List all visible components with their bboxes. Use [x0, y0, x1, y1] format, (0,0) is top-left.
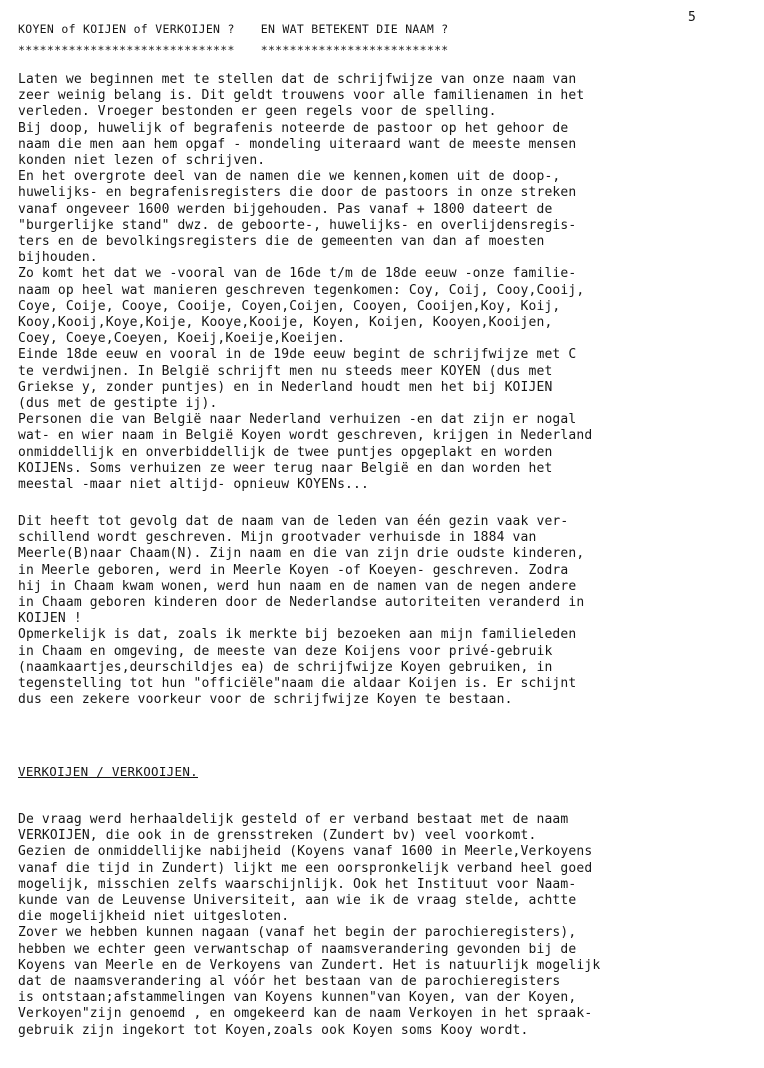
text-line: hebben we echter geen verwantschap of naamsverandering gevonden bij de: [18, 941, 577, 957]
text-line: dus een zekere voorkeur voor de schrijfwijze Koyen te bestaan.: [18, 692, 513, 708]
stars-left: ******************************: [18, 43, 235, 57]
text-line: (naamkaartjes,deurschildjes ea) de schrijfwijze Koyen gebruiken, in: [18, 659, 553, 675]
text-line: hij in Chaam kwam wonen, werd hun naam en de namen van de negen andere: [18, 578, 577, 594]
text-line: (dus met de gestipte ij).: [18, 396, 218, 412]
text-line: vanaf die tijd in Zundert) lijkt me een oorspronkelijk verband heel goed: [18, 860, 593, 876]
text-line: VERKOIJEN, die ook in de grensstreken (Zundert bv) veel voorkomt.: [18, 828, 537, 844]
paragraph-block-1: [18, 72, 746, 493]
text-line: Personen die van België naar Nederland verhuizen -en dat zijn er nogal: [18, 412, 577, 428]
text-line: Meerle(B)naar Chaam(N). Zijn naam en die van zijn drie oudste kinderen,: [18, 546, 585, 562]
text-line: wat- en wier naam in België Koyen wordt geschreven, krijgen in Nederland: [18, 428, 593, 444]
text-line: Verkoyen"zijn genoemd , en omgekeerd kan de naam Verkoyen in het spraak-: [18, 1006, 593, 1022]
text-line: Einde 18de eeuw en vooral in de 19de eeuw begint de schrijfwijze met C: [18, 347, 577, 363]
text-line: vanaf ongeveer 1600 werden bijgehouden. Pas vanaf + 1800 dateert de: [18, 201, 553, 217]
text-line: Zover we hebben kunnen nagaan (vanaf het begin der parochieregisters),: [18, 925, 577, 941]
text-line: Laten we beginnen met te stellen dat de schrijfwijze van onze naam van: [18, 72, 577, 87]
paragraph-block-3: [18, 812, 746, 1039]
header-title-right: EN WAT BETEKENT DIE NAAM ?: [260, 22, 449, 36]
stars-right: **************************: [260, 43, 449, 57]
text-line: te verdwijnen. In België schrijft men nu steeds meer KOYEN (dus met: [18, 363, 553, 379]
text-line: KOIJENs. Soms verhuizen ze weer terug naar België en dan worden het: [18, 460, 553, 476]
text-line: kunde van de Leuvense Universiteit, aan wie ik de vraag stelde, achtte: [18, 893, 577, 909]
text-line: konden niet lezen of schrijven.: [18, 153, 266, 169]
text-line: En het overgrote deel van de namen die we kennen,komen uit de doop-,: [18, 169, 561, 185]
text-line: in Meerle geboren, werd in Meerle Koyen -of Koeyen- geschreven. Zodra: [18, 562, 569, 578]
text-line: Griekse y, zonder puntjes) en in Nederland houdt men het bij KOIJEN: [18, 379, 553, 395]
header-underline-stars: [18, 43, 449, 57]
text-line: "burgerlijke stand" dwz. de geboorte-, huwelijks- en overlijdensregis-: [18, 217, 577, 233]
text-line: Coey, Coeye,Coeyen, Koeij,Koeije,Koeijen.: [18, 331, 346, 347]
text-line: Kooy,Kooij,Koye,Koije, Kooye,Kooije, Koyen, Koijen, Kooyen,Kooijen,: [18, 315, 553, 331]
text-line: in Chaam geboren kinderen door de Nederlandse autoriteiten veranderd in: [18, 595, 585, 611]
text-line: bijhouden.: [18, 250, 98, 266]
section-title: VERKOIJEN / VERKOOIJEN.: [18, 764, 198, 779]
text-line: schillend wordt geschreven. Mijn grootvader verhuisde in 1884 van: [18, 530, 537, 546]
text-line: is ontstaan;afstammelingen van Koyens kunnen"van Koyen, van der Koyen,: [18, 990, 577, 1006]
text-line: Gezien de onmiddellijke nabijheid (Koyens vanaf 1600 in Meerle,Verkoyens: [18, 844, 593, 860]
text-line: zeer weinig belang is. Dit geldt trouwens voor alle familienamen in het: [18, 88, 585, 104]
text-line: in Chaam en omgeving, de meeste van deze Koijens voor privé-gebruik: [18, 643, 553, 659]
text-line: verleden. Vroeger bestonden er geen regels voor de spelling.: [18, 104, 497, 120]
text-line: gebruik zijn ingekort tot Koyen,zoals ook Koyen soms Kooy wordt.: [18, 1022, 529, 1038]
header-title-left: KOYEN of KOIJEN of VERKOIJEN ?: [18, 22, 235, 36]
text-line: meestal -maar niet altijd- opnieuw KOYENs...: [18, 477, 369, 493]
text-line: Bij doop, huwelijk of begrafenis noteerde de pastoor op het gehoor de: [18, 120, 569, 136]
text-line: Opmerkelijk is dat, zoals ik merkte bij bezoeken aan mijn familieleden: [18, 627, 577, 643]
text-line: huwelijks- en begrafenisregisters die door de pastoors in onze streken: [18, 185, 577, 201]
text-line: Koyens van Meerle en de Verkoyens van Zundert. Het is natuurlijk mogelijk: [18, 957, 601, 973]
text-line: Coye, Coije, Cooye, Cooije, Coyen,Coijen, Cooyen, Cooijen,Koy, Koij,: [18, 298, 561, 314]
page-number: 5: [688, 10, 696, 25]
text-line: die mogelijkheid niet uitgesloten.: [18, 909, 290, 925]
text-line: De vraag werd herhaaldelijk gesteld of er verband bestaat met de naam: [18, 812, 569, 827]
text-line: naam die men aan hem opgaf - mondeling uiteraard want de meeste mensen: [18, 136, 577, 152]
text-line: Zo komt het dat we -vooral van de 16de t/m de 18de eeuw -onze familie-: [18, 266, 577, 282]
text-line: ters en de bevolkingsregisters die de gemeenten van dan af moesten: [18, 234, 545, 250]
text-line: onmiddellijk en onverbiddellijk de twee puntjes opgeplakt en worden: [18, 444, 553, 460]
text-line: naam op heel wat manieren geschreven tegenkomen: Coy, Coij, Cooy,Cooij,: [18, 282, 585, 298]
text-line: KOIJEN !: [18, 611, 82, 627]
text-line: dat de naamsverandering al vóór het bestaan van de parochieregisters: [18, 974, 561, 990]
text-line: Dit heeft tot gevolg dat de naam van de leden van één gezin vaak ver-: [18, 514, 569, 529]
text-line: mogelijk, misschien zelfs waarschijnlijk. Ook het Instituut voor Naam-: [18, 876, 577, 892]
paragraph-block-2: [18, 514, 746, 708]
page-header: [18, 22, 449, 36]
text-line: tegenstelling tot hun "officiële"naam die aldaar Koijen is. Er schijnt: [18, 676, 577, 692]
